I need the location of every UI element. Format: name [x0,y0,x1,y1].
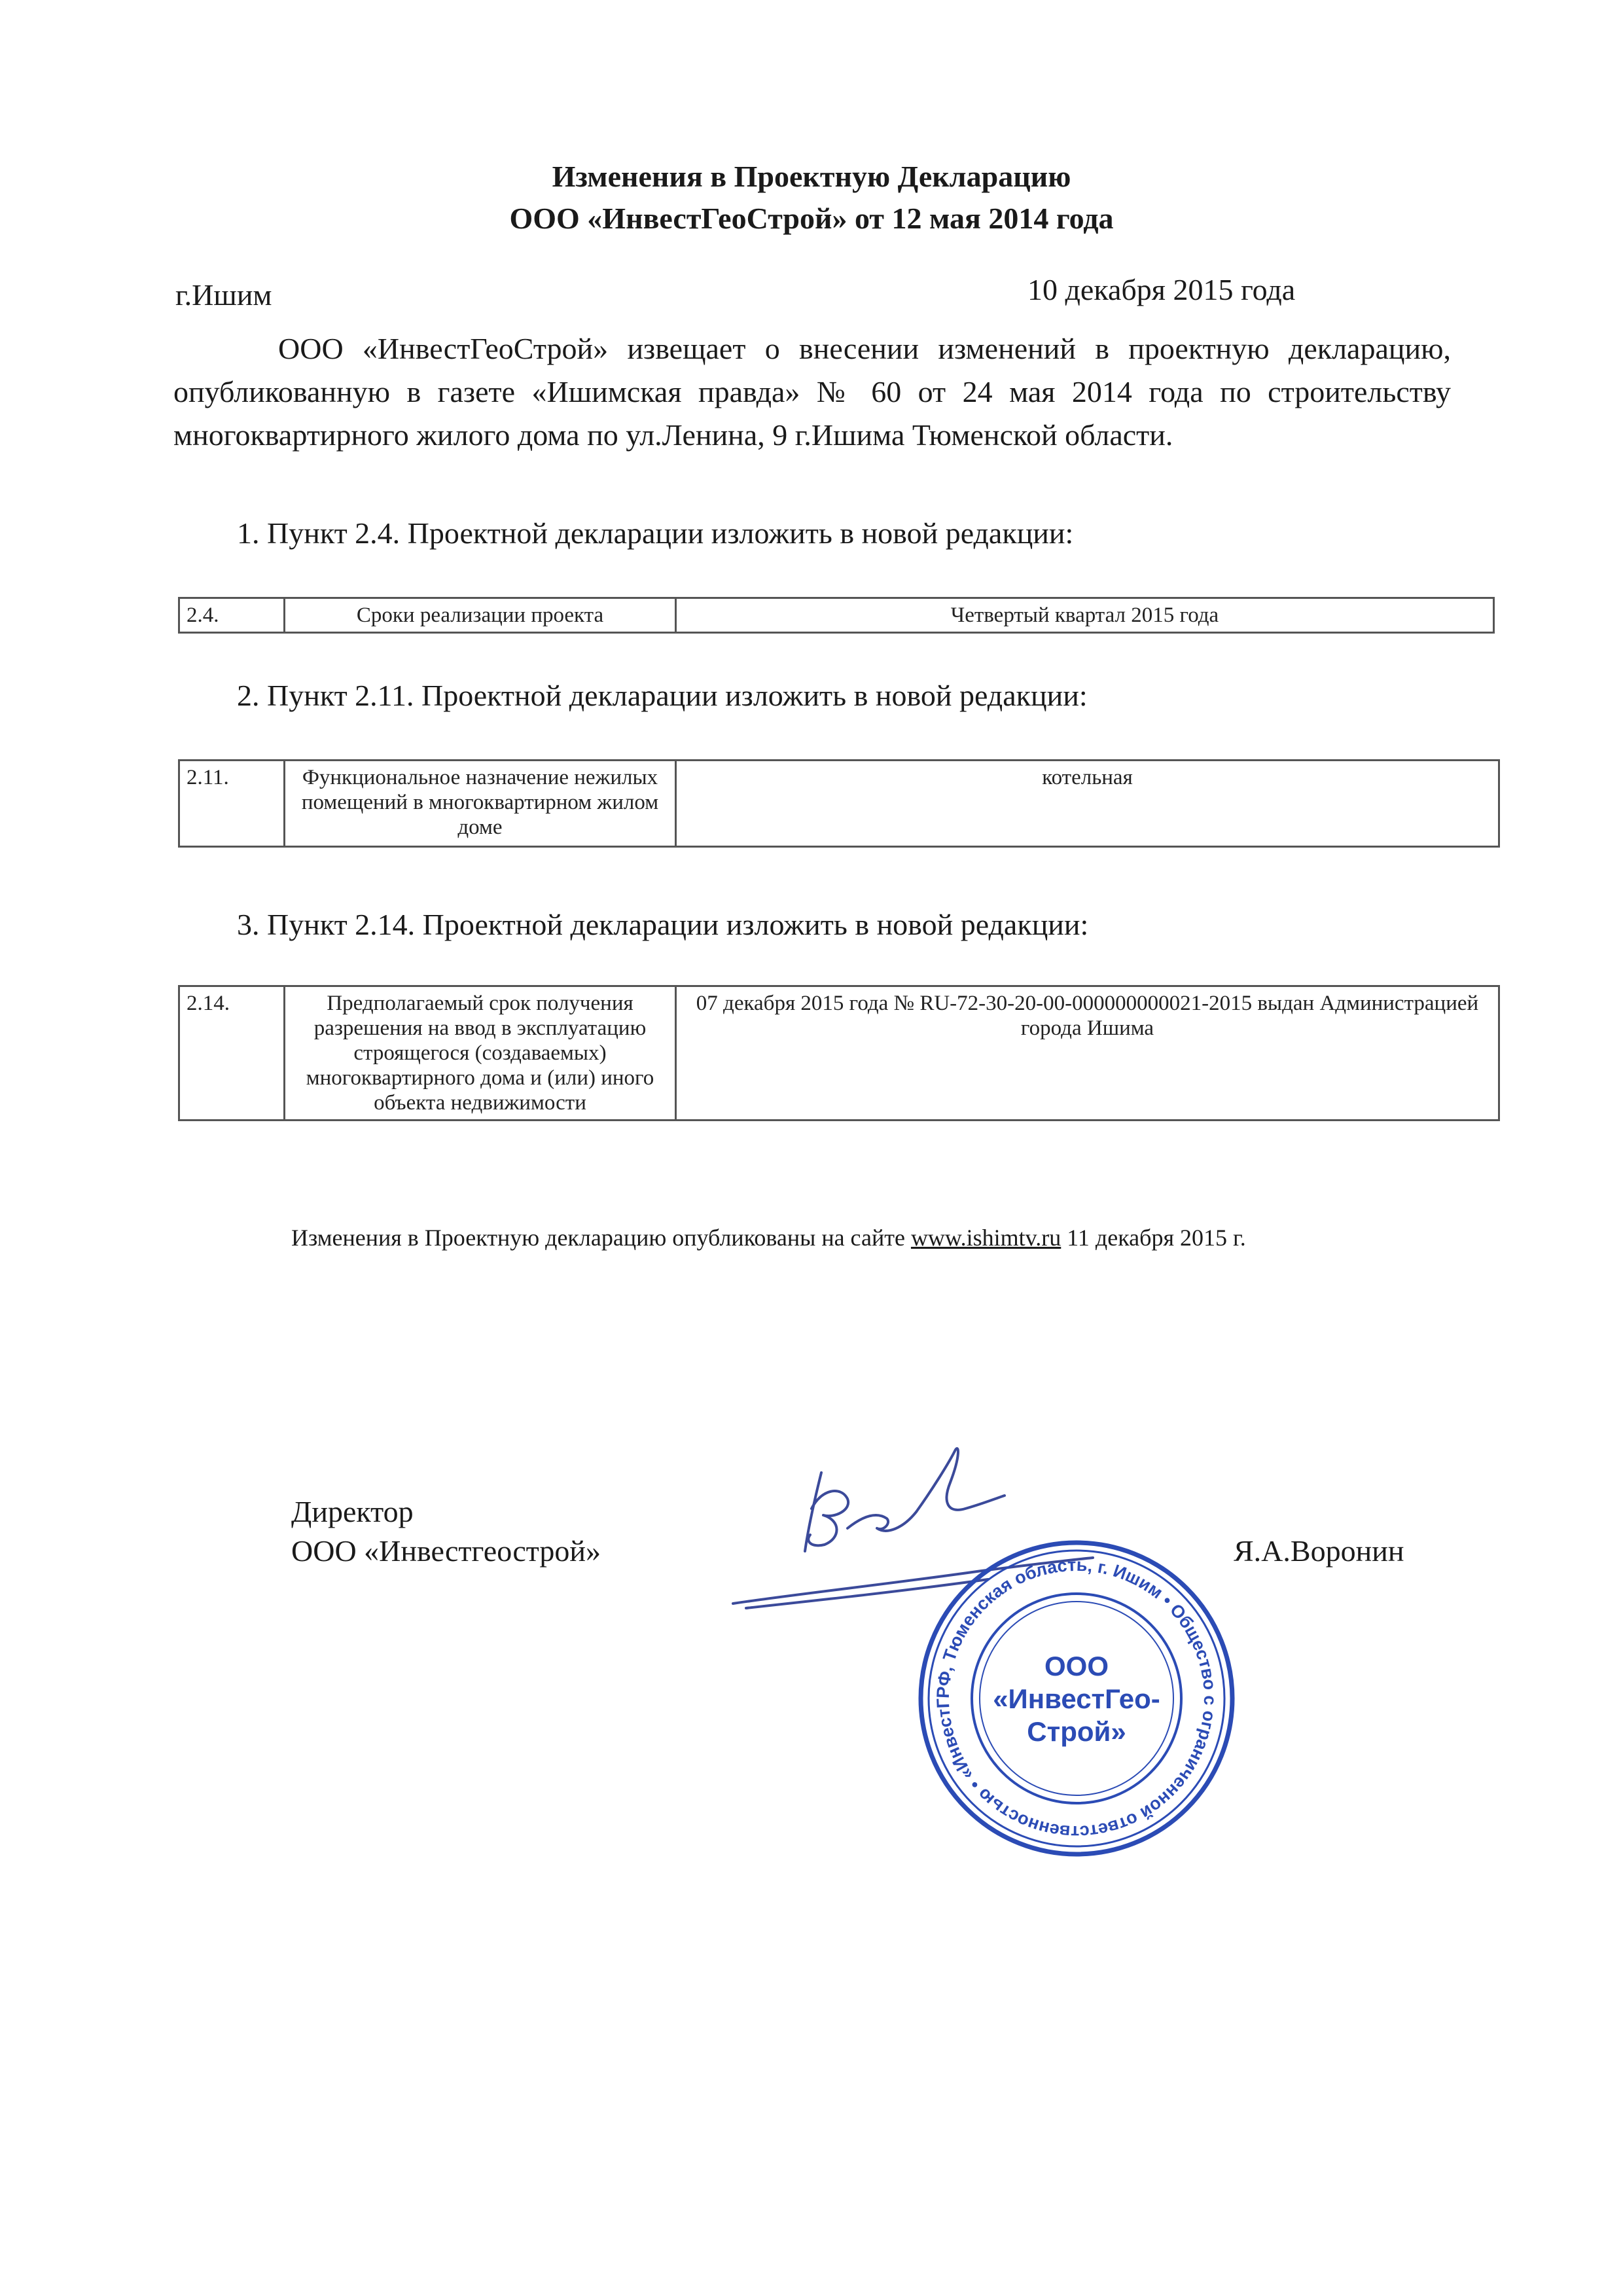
publication-note-date: 11 декабря 2015 г. [1061,1225,1246,1251]
publication-site-link[interactable]: www.ishimtv.ru [910,1225,1061,1251]
item-3-heading: 3. Пункт 2.14. Проектной декларации изложить в новой редакции: [237,908,1089,941]
item-3-number: 2.14. [179,986,285,1121]
signatory-position: Директор [291,1495,414,1528]
item-3-label: Предполагаемый срок получения разрешения на ввод в эксплуатацию строящегося (создаваемых) многоквартирного дома и (или) иного объекта недвижимости [285,986,676,1121]
svg-text:ООО: ООО [1044,1651,1109,1681]
svg-text:РФ, Тюменская область, г. Ишим: РФ, Тюменская область, г. Ишим • Общество с ограниченной ответственностью • «ИнвестГ [933,1554,1221,1842]
item-1-number: 2.4. [179,598,285,633]
company-stamp [913,1535,1240,1862]
publication-note [291,1224,1246,1251]
item-1-table [178,597,1495,634]
item-1-heading: 1. Пункт 2.4. Проектной декларации изложить в новой редакции: [237,516,1074,550]
publication-note-text: Изменения в Проектную декларацию опубликованы на сайте [291,1225,911,1251]
document-title-line2: ООО «ИнвестГеоСтрой» от 12 мая 2014 года [509,202,1114,235]
svg-text:«ИнвестГео-: «ИнвестГео- [993,1683,1160,1714]
intro-paragraph: ООО «ИнвестГеоСтрой» извещает о внесении изменений в проектную декларацию, опубликованную в газете «Ишимская правда» № 60 от 24 мая 2014 года по строительству многоквартирного жилого дома по ул.Ленина, 9 г.Ишима Тюменской области. [173,332,1451,452]
document-date: 10 декабря 2015 года [1027,273,1296,306]
signatory-company: ООО «Инвестгеострой» [291,1534,601,1568]
item-2-heading: 2. Пункт 2.11. Проектной декларации изложить в новой редакции: [237,679,1088,712]
signatory-block [291,1492,601,1571]
item-2-table [178,759,1500,848]
signatory-name: Я.А.Воронин [1234,1534,1404,1568]
svg-text:Строй»: Строй» [1027,1716,1126,1747]
item-3-table [178,985,1500,1121]
item-1-value: Четвертый квартал 2015 года [676,598,1494,633]
city: г.Ишим [175,278,272,312]
item-2-number: 2.11. [179,761,285,847]
item-2-label: Функциональное назначение нежилых помещений в многоквартирном жилом доме [285,761,676,847]
item-2-value: котельная [676,761,1499,847]
document-title-line1: Изменения в Проектную Декларацию [552,160,1071,193]
item-3-value: 07 декабря 2015 года № RU-72-30-20-00-000000000021-2015 выдан Администрацией города Ишима [676,986,1499,1121]
item-1-label: Сроки реализации проекта [285,598,676,633]
